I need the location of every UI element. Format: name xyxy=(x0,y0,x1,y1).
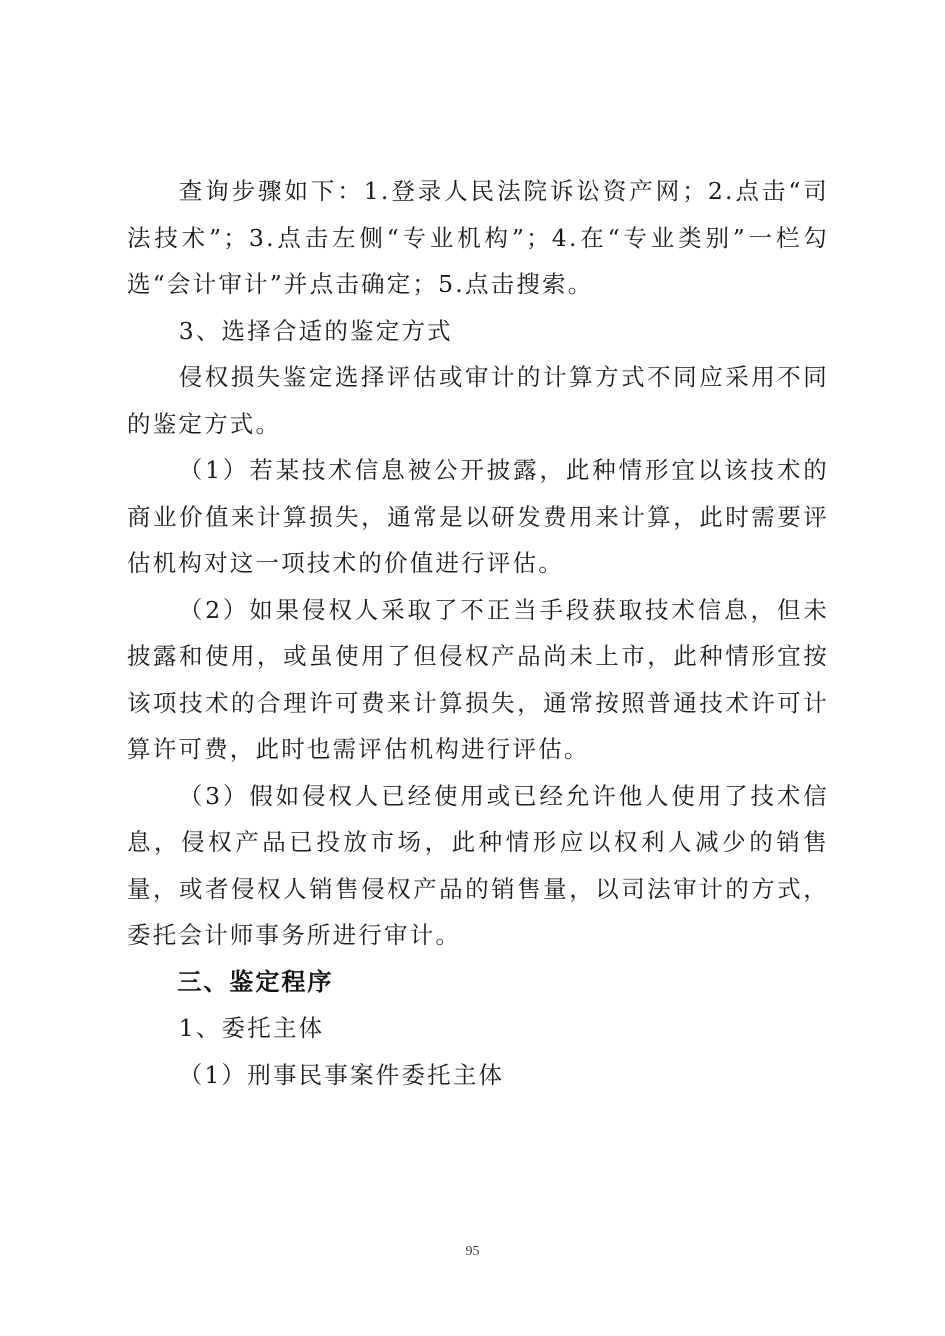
section-heading-procedure: 三、鉴定程序 xyxy=(177,967,334,996)
paragraph-case-3: （3）假如侵权人已经使用或已经允许他人使用了技术信息，侵权产品已投放市场，此种情形应以权利人减少的销售量，或者侵权人销售侵权产品的销售量，以司法审计的方式，委托会计师事务所进行审计。 xyxy=(127,781,829,949)
subheading-criminal-civil: （1）刑事民事案件委托主体 xyxy=(178,1060,505,1089)
subheading-choose-method: 3、选择合适的鉴定方式 xyxy=(178,316,453,345)
paragraph-method-intro: 侵权损失鉴定选择评估或审计的计算方式不同应采用不同的鉴定方式。 xyxy=(127,363,829,438)
paragraph-case-2: （2）如果侵权人采取了不正当手段获取技术信息，但未披露和使用，或虽使用了但侵权产品尚未上市，此种情形宜按该项技术的合理许可费来计算损失，通常按照普通技术许可计算许可费，此时也需评估机构进行评估。 xyxy=(127,595,829,763)
paragraph-case-1: （1）若某技术信息被公开披露，此种情形宜以该技术的商业价值来计算损失，通常是以研发费用来计算，此时需要评估机构对这一项技术的价值进行评估。 xyxy=(127,456,829,577)
page-number: 95 xyxy=(465,1244,480,1259)
paragraph-query-steps: 查询步骤如下：1.登录人民法院诉讼资产网；2.点击“司法技术”；3.点击左侧“专业机构”；4.在“专业类别”一栏勾选“会计审计”并点击确定；5.点击搜索。 xyxy=(127,177,829,298)
document-body xyxy=(127,168,829,1098)
subheading-entrusting-party: 1、委托主体 xyxy=(178,1014,325,1042)
